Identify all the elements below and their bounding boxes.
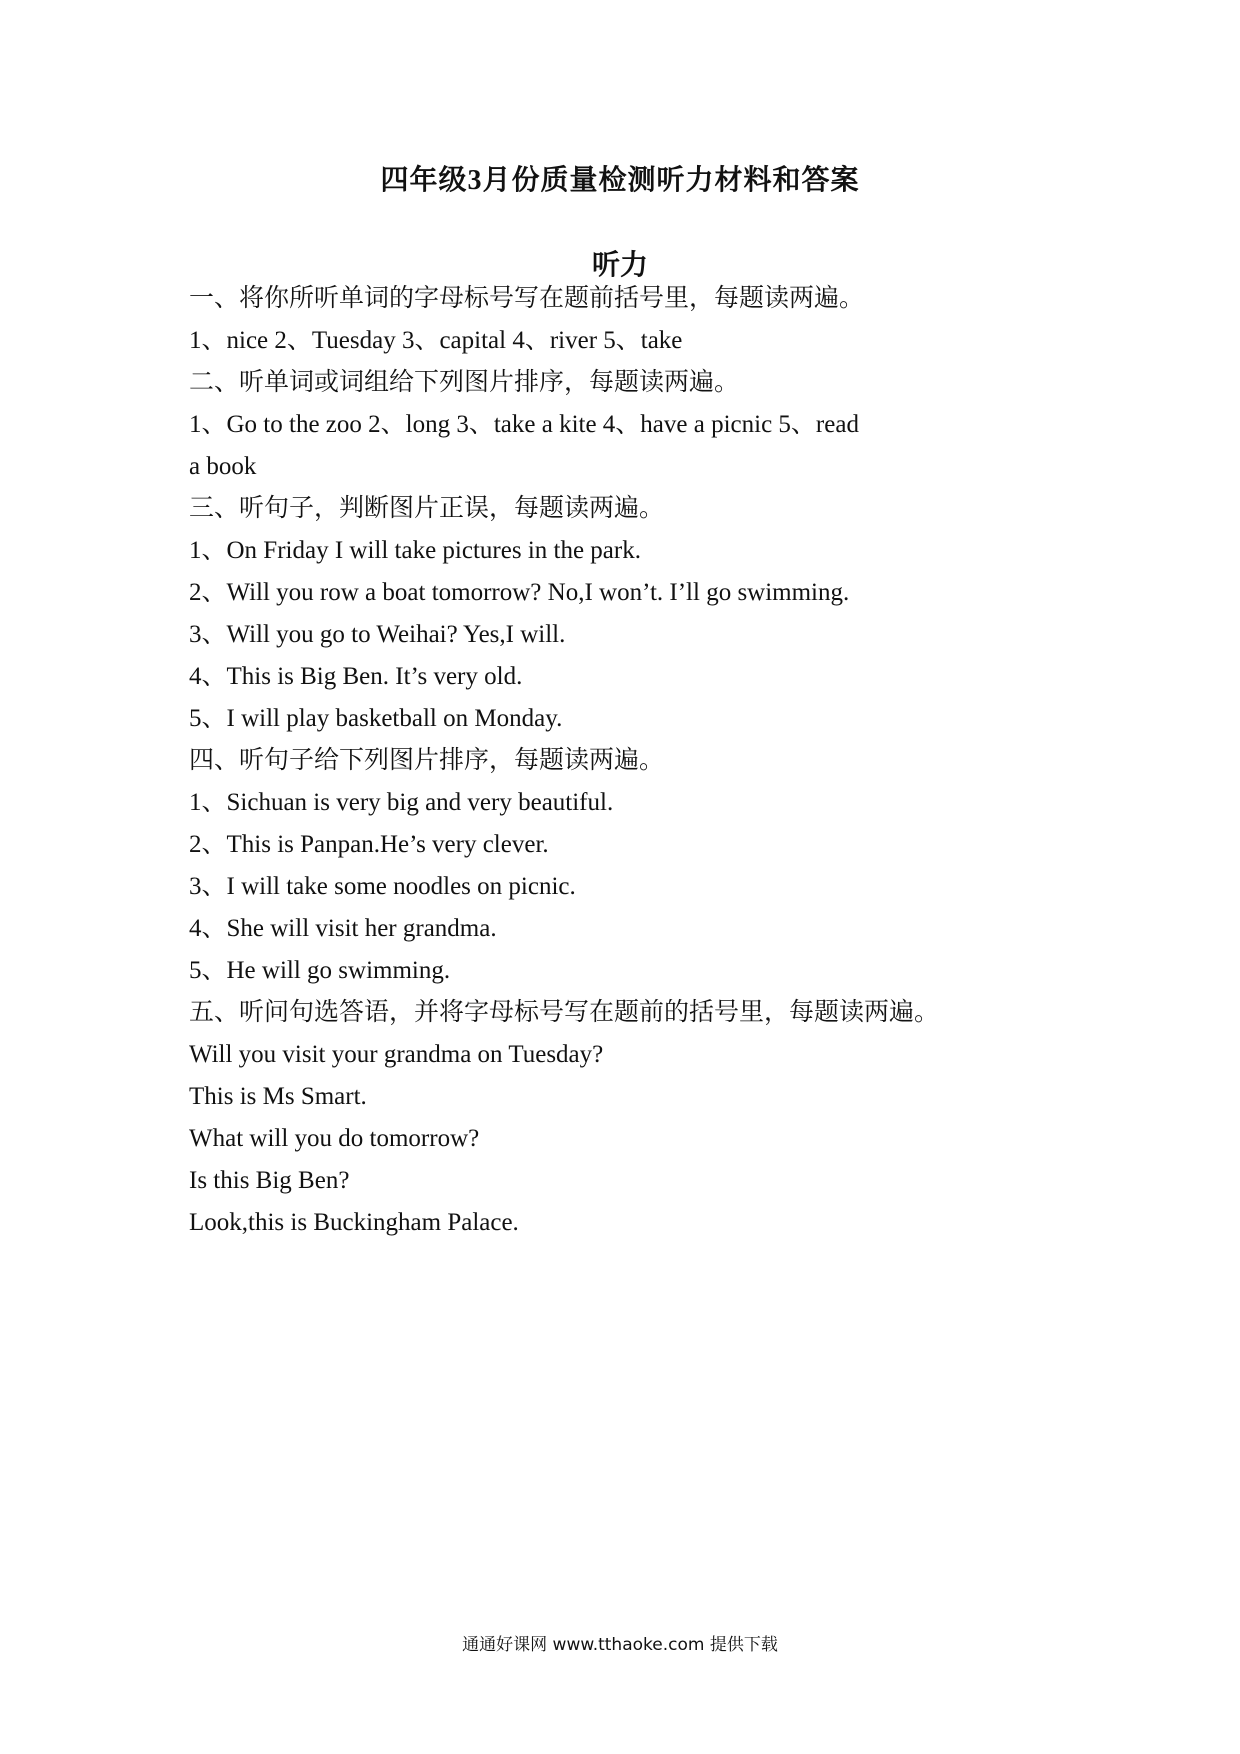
section-heading: 听力 bbox=[591, 250, 648, 281]
part-5-line: Will you visit your grandma on Tuesday? bbox=[189, 1041, 604, 1068]
part-2-line: a book bbox=[189, 453, 257, 480]
document-title: 四年级3月份质量检测听力材料和答案 bbox=[380, 165, 860, 196]
part-4-line: 4、She will visit her grandma. bbox=[189, 915, 497, 942]
part-3-line: 3、Will you go to Weihai? Yes,I will. bbox=[189, 621, 566, 648]
part-4-line: 3、I will take some noodles on picnic. bbox=[189, 873, 576, 900]
part-4-heading: 四、听句子给下列图片排序，每题读两遍。 bbox=[189, 747, 665, 774]
part-5-line: Look,this is Buckingham Palace. bbox=[189, 1209, 519, 1236]
part-1-heading: 一、将你所听单词的字母标号写在题前括号里，每题读两遍。 bbox=[189, 285, 865, 312]
document-body bbox=[189, 278, 1069, 1244]
part-3-line: 4、This is Big Ben. It’s very old. bbox=[189, 663, 523, 690]
part-3-heading: 三、听句子，判断图片正误，每题读两遍。 bbox=[189, 495, 665, 522]
part-3-line: 5、I will play basketball on Monday. bbox=[189, 705, 563, 732]
footer-credit: 通通好课网 www.tthaoke.com 提供下载 bbox=[462, 1635, 778, 1655]
part-5-heading: 五、听问句选答语，并将字母标号写在题前的括号里，每题读两遍。 bbox=[189, 999, 940, 1026]
part-4-line: 1、Sichuan is very big and very beautiful. bbox=[189, 789, 614, 816]
part-4-line: 2、This is Panpan.He’s very clever. bbox=[189, 831, 549, 858]
part-2-line: 1、Go to the zoo 2、long 3、take a kite 4、have a picnic 5、read bbox=[189, 411, 859, 438]
part-2-heading: 二、听单词或词组给下列图片排序，每题读两遍。 bbox=[189, 369, 740, 396]
part-5-line: This is Ms Smart. bbox=[189, 1083, 367, 1110]
part-5-line: Is this Big Ben? bbox=[189, 1167, 350, 1194]
part-5-line: What will you do tomorrow? bbox=[189, 1125, 480, 1152]
part-4-line: 5、He will go swimming. bbox=[189, 957, 451, 984]
part-1-line: 1、nice 2、Tuesday 3、capital 4、river 5、take bbox=[189, 327, 683, 354]
part-3-line: 1、On Friday I will take pictures in the park. bbox=[189, 537, 641, 564]
part-3-line: 2、Will you row a boat tomorrow? No,I won’t. I’ll go swimming. bbox=[189, 579, 850, 606]
